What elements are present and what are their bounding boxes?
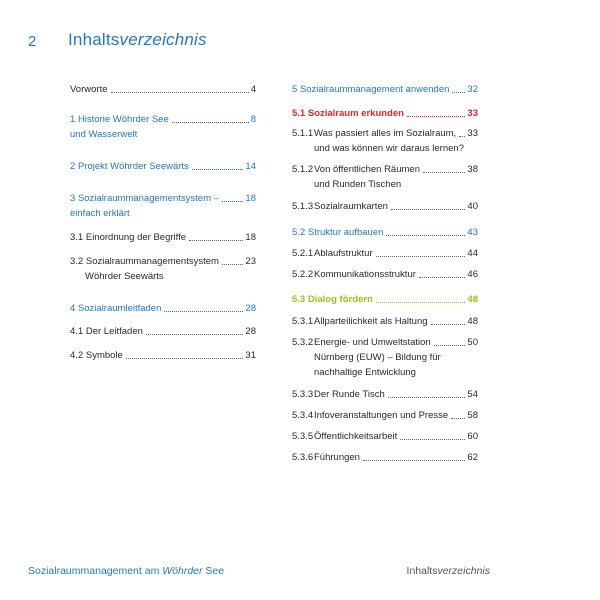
toc-entry-continuation: und was können wir daraus lernen? bbox=[314, 143, 464, 154]
toc-entry-number: 3 bbox=[70, 193, 76, 204]
toc-entry-number: 5 bbox=[292, 84, 298, 95]
toc-entry-title: Projekt Wöhrder Seewärts bbox=[77, 161, 189, 172]
leader-dots bbox=[459, 136, 465, 137]
toc-entry-page: 28 bbox=[245, 326, 256, 337]
footer-left-part3: See bbox=[202, 565, 225, 577]
toc-entry-number: 5.2.2 bbox=[292, 269, 314, 280]
toc-entry-page: 23 bbox=[245, 256, 256, 267]
toc-entry-page: 46 bbox=[467, 269, 478, 280]
toc-entry-number: 4 bbox=[70, 303, 76, 314]
toc-entry[interactable] bbox=[70, 112, 256, 142]
toc-entry-page: 8 bbox=[250, 114, 256, 125]
toc-entry[interactable] bbox=[292, 387, 478, 402]
toc-entry-title: Der Runde Tisch bbox=[314, 389, 385, 400]
toc-entry-continuation: einfach erklärt bbox=[70, 208, 130, 219]
leader-dots bbox=[388, 397, 466, 398]
toc-entry-continuation: nachhaltige Entwicklung bbox=[314, 367, 416, 378]
toc-entry[interactable] bbox=[292, 408, 478, 423]
toc-entry-page: 4 bbox=[250, 84, 256, 95]
toc-entry-title: Ablaufstruktur bbox=[314, 248, 373, 259]
toc-entry-page: 48 bbox=[467, 294, 478, 305]
toc-entry[interactable] bbox=[292, 314, 478, 329]
toc-entry-page: 62 bbox=[467, 452, 478, 463]
toc-entry-number: 3.1 bbox=[70, 232, 84, 243]
toc-entry-title: Sozialraummanagement anwenden bbox=[299, 84, 450, 95]
toc-entry-title: Führungen bbox=[314, 452, 360, 463]
toc-entry-page: 44 bbox=[467, 248, 478, 259]
toc-entry-number: 5.3.4 bbox=[292, 410, 314, 421]
toc-entry[interactable] bbox=[70, 254, 256, 284]
toc-entry-page: 58 bbox=[467, 410, 478, 421]
toc-entry-continuation: Nürnberg (EUW) – Bildung für bbox=[314, 352, 441, 363]
toc-entry-page: 43 bbox=[467, 227, 478, 238]
toc-entry-number: 4.1 bbox=[70, 326, 84, 337]
toc-entry-page: 32 bbox=[467, 84, 478, 95]
toc-entry-number: 3.2 bbox=[70, 256, 84, 267]
toc-entry-number: 2 bbox=[70, 161, 76, 172]
toc-entry-number: 4.2 bbox=[70, 350, 84, 361]
leader-dots bbox=[452, 92, 465, 93]
toc-entry-title: Sozialraummanagementsystem bbox=[85, 256, 219, 267]
toc-entry-number: 5.2.1 bbox=[292, 248, 314, 259]
leader-dots bbox=[146, 334, 244, 335]
toc-entry[interactable] bbox=[292, 82, 478, 97]
toc-entry-page: 33 bbox=[467, 128, 478, 139]
footer-section-title bbox=[407, 565, 490, 577]
footer-left-part2: Wöhrder bbox=[162, 565, 203, 577]
toc-entry-page: 18 bbox=[245, 232, 256, 243]
toc-entry-number: 1 bbox=[70, 114, 76, 125]
toc-entry-continuation: und Runden Tischen bbox=[314, 179, 402, 190]
toc-entry-page: 60 bbox=[467, 431, 478, 442]
toc-entry-title: Allparteilichkeit als Haltung bbox=[314, 316, 428, 327]
leader-dots bbox=[419, 277, 466, 278]
leader-dots bbox=[189, 240, 243, 241]
title-part-italic: verzeichnis bbox=[119, 30, 207, 49]
leader-dots bbox=[126, 358, 244, 359]
leader-dots bbox=[172, 122, 249, 123]
toc-entry-title: Einordnung der Begriffe bbox=[85, 232, 187, 243]
leader-dots bbox=[111, 92, 249, 93]
toc-entry[interactable] bbox=[292, 162, 478, 192]
toc-entry[interactable] bbox=[292, 199, 478, 214]
leader-dots bbox=[451, 418, 465, 419]
toc-entry-continuation: Wöhrder Seewärts bbox=[85, 271, 164, 282]
toc-entry[interactable] bbox=[70, 159, 256, 174]
toc-entry-page: 50 bbox=[467, 337, 478, 348]
leader-dots bbox=[431, 324, 466, 325]
toc-entry-title: Infoveranstaltungen und Presse bbox=[314, 410, 449, 421]
toc-entry[interactable] bbox=[292, 126, 478, 156]
toc-entry-title: Kommunikationsstruktur bbox=[314, 269, 416, 280]
toc-entry-title: Sozialraumkarten bbox=[314, 201, 388, 212]
toc-entry-title: Vorworte bbox=[70, 84, 108, 95]
toc-entry-number: 5.3.5 bbox=[292, 431, 314, 442]
footer-right-part1: Inhalts bbox=[406, 565, 438, 577]
toc-entry-continuation: und Wasserwelt bbox=[70, 129, 138, 140]
leader-dots bbox=[164, 311, 243, 312]
toc-entry-page: 31 bbox=[245, 350, 256, 361]
toc-entry[interactable] bbox=[292, 106, 478, 121]
leader-dots bbox=[407, 116, 465, 117]
toc-entry-page: 18 bbox=[245, 193, 256, 204]
title-part-regular: Inhalts bbox=[68, 30, 120, 49]
leader-dots bbox=[423, 172, 465, 173]
toc-entry-title: Struktur aufbauen bbox=[307, 227, 384, 238]
toc-entry-page: 14 bbox=[245, 161, 256, 172]
toc-entry[interactable] bbox=[70, 230, 256, 245]
toc-entry-title: Der Leitfaden bbox=[85, 326, 143, 337]
toc-entry-page: 33 bbox=[467, 108, 478, 119]
toc-entry[interactable] bbox=[70, 301, 256, 316]
toc-entry-number: 5.3.1 bbox=[292, 316, 314, 327]
leader-dots bbox=[376, 302, 466, 303]
leader-dots bbox=[400, 439, 465, 440]
toc-entry-number: 5.3.3 bbox=[292, 389, 314, 400]
toc-entry[interactable] bbox=[70, 191, 256, 221]
toc-entry-page: 48 bbox=[467, 316, 478, 327]
toc-entry-page: 28 bbox=[245, 303, 256, 314]
toc-entry[interactable] bbox=[292, 429, 478, 444]
toc-entry-title: Sozialraum erkunden bbox=[307, 108, 404, 119]
toc-entry-number: 5.1.2 bbox=[292, 164, 314, 175]
leader-dots bbox=[222, 201, 244, 202]
toc-entry[interactable] bbox=[70, 348, 256, 363]
page-title bbox=[68, 30, 207, 50]
toc-entry-title: Von öffentlichen Räumen bbox=[314, 164, 420, 175]
leader-dots bbox=[192, 169, 244, 170]
footer-right-part2: verzeichnis bbox=[437, 565, 490, 577]
toc-entry[interactable] bbox=[292, 267, 478, 282]
toc-entry-number: 5.3.6 bbox=[292, 452, 314, 463]
toc-entry-title: Energie- und Umweltstation bbox=[314, 337, 431, 348]
leader-dots bbox=[376, 256, 466, 257]
toc-entry-number: 5.1.1 bbox=[292, 128, 314, 139]
leader-dots bbox=[391, 209, 466, 210]
leader-dots bbox=[363, 460, 465, 461]
footer-left-part1: Sozialraummanagement am bbox=[28, 565, 163, 577]
leader-dots bbox=[222, 264, 244, 265]
toc-entry-title: Dialog fördern bbox=[307, 294, 373, 305]
toc-entry-title: Öffentlichkeitsarbeit bbox=[314, 431, 398, 442]
toc-entry-number: 5.2 bbox=[292, 227, 306, 238]
toc-entry-number: 5.3 bbox=[292, 294, 306, 305]
toc-entry[interactable] bbox=[292, 246, 478, 261]
toc-entry-title: Historie Wöhrder See bbox=[77, 114, 169, 125]
toc-entry-title: Symbole bbox=[85, 350, 123, 361]
toc-entry-page: 54 bbox=[467, 389, 478, 400]
page-number: 2 bbox=[28, 33, 37, 50]
leader-dots bbox=[434, 345, 466, 346]
footer-publication-title bbox=[28, 565, 224, 577]
toc-entry[interactable] bbox=[292, 335, 478, 380]
toc-entry-number: 5.1.3 bbox=[292, 201, 314, 212]
toc-entry-page: 38 bbox=[467, 164, 478, 175]
toc-entry-title: Was passiert alles im Sozialraum, bbox=[314, 128, 457, 139]
leader-dots bbox=[386, 235, 465, 236]
toc-entry[interactable] bbox=[70, 324, 256, 339]
toc-entry-page: 40 bbox=[467, 201, 478, 212]
toc-entry-title: Sozialraummanagementsystem – bbox=[77, 193, 219, 204]
toc-entry-title: Sozialraumleitfaden bbox=[77, 303, 162, 314]
toc-entry-number: 5.3.2 bbox=[292, 337, 314, 348]
toc-entry[interactable] bbox=[292, 450, 478, 465]
toc-entry[interactable] bbox=[292, 292, 478, 307]
toc-entry[interactable] bbox=[70, 82, 256, 97]
toc-entry-number: 5.1 bbox=[292, 108, 306, 119]
toc-entry[interactable] bbox=[292, 225, 478, 240]
